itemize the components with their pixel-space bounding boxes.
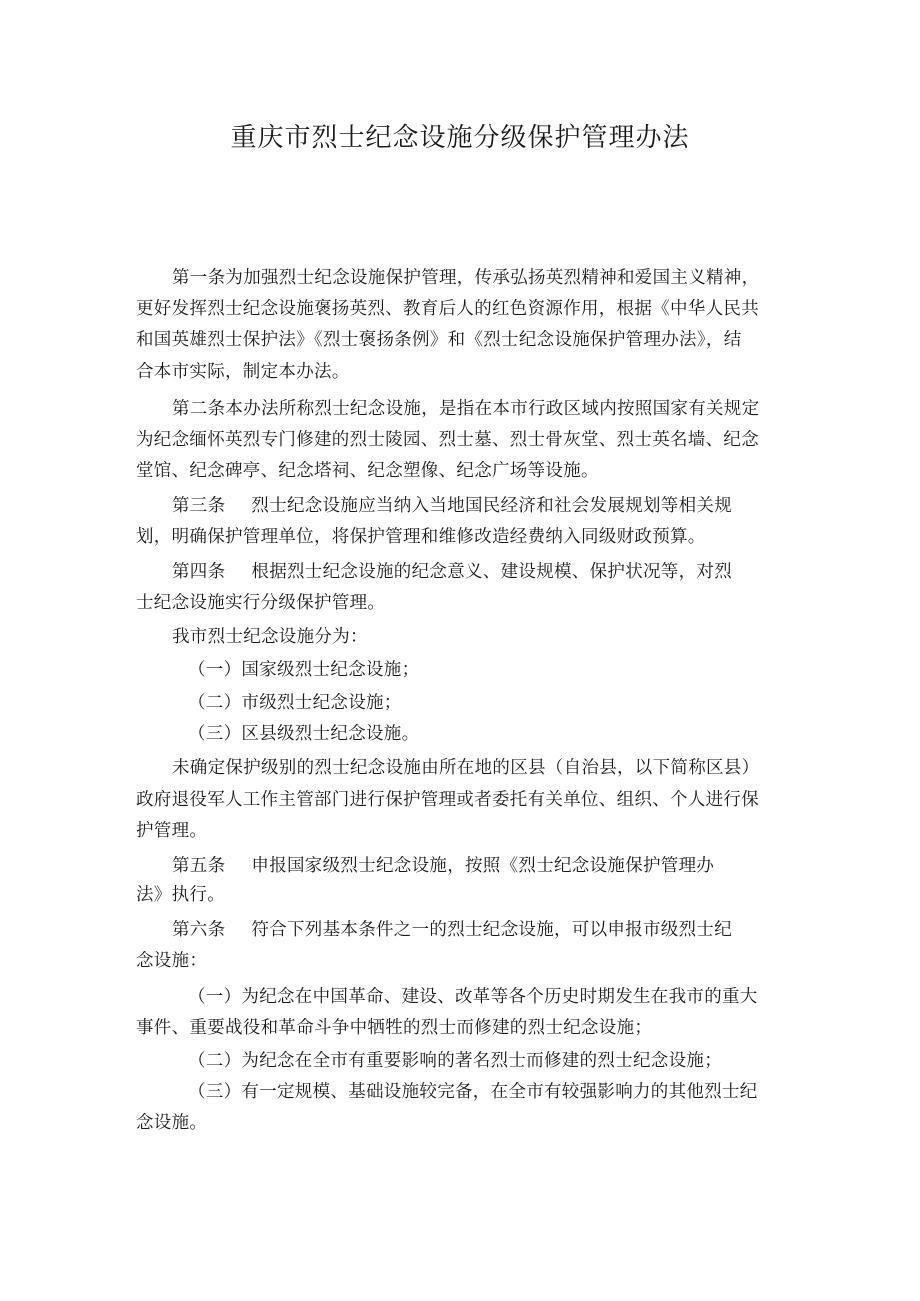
article6-text1: 符合下列基本条件之一的烈士纪念设施，可以申报市级烈士纪 — [251, 920, 733, 940]
article6-condition1-line2: 事件、重要战役和革命斗争中牺牲的烈士而修建的烈士纪念设施； — [136, 1018, 653, 1038]
article2-line2: 为纪念缅怀英烈专门修建的烈士陵园、烈士墓、烈士骨灰堂、烈士英名墙、纪念 — [136, 430, 759, 450]
document-title: 重庆市烈士纪念设施分级保护管理办法 — [230, 123, 690, 153]
article1-line3: 和国英雄烈士保护法》《烈士褒扬条例》和《烈士纪念设施保护管理办法》，结 — [136, 330, 742, 350]
article5-text1: 申报国家级烈士纪念设施，按照《烈士纪念设施保护管理办 — [251, 856, 715, 876]
article6-condition3-line1: （三）有一定规模、基础设施较完备，在全市有较强影响力的其他烈士纪 — [188, 1082, 758, 1102]
article6-line2: 念设施： — [136, 951, 208, 971]
article4-line1 — [172, 557, 822, 587]
article4-item2: （二）市级烈士纪念设施； — [188, 693, 402, 713]
article6-line1 — [172, 915, 822, 945]
article4-note-line2: 政府退役军人工作主管部门进行保护管理或者委托有关单位、组织、个人进行保 — [136, 790, 759, 810]
article1-line4: 合本市实际，制定本办法。 — [136, 362, 350, 382]
article4-note-line1: 未确定保护级别的烈士纪念设施由所在地的区县（自治县，以下简称区县） — [172, 758, 760, 778]
article5-line2: 法》执行。 — [136, 885, 225, 905]
article3-line1 — [172, 491, 822, 521]
article5-label: 第五条 — [172, 856, 226, 876]
article4-item3: （三）区县级烈士纪念设施。 — [188, 724, 420, 744]
article2-line3: 堂馆、纪念碑亭、纪念塔祠、纪念塑像、纪念广场等设施。 — [136, 461, 599, 481]
article4-item1: （一）国家级烈士纪念设施； — [188, 660, 420, 680]
article4-label: 第四条 — [172, 562, 226, 582]
article6-condition2: （二）为纪念在全市有重要影响的著名烈士而修建的烈士纪念设施； — [188, 1051, 722, 1071]
article1-line1: 第一条为加强烈士纪念设施保护管理，传承弘扬英烈精神和爱国主义精神， — [172, 268, 760, 288]
article3-text1: 烈士纪念设施应当纳入当地国民经济和社会发展规划等相关规 — [251, 496, 733, 516]
article1-line2: 更好发挥烈士纪念设施褒扬英烈、教育后人的红色资源作用，根据《中华人民共 — [136, 299, 759, 319]
article3-label: 第三条 — [172, 496, 226, 516]
article6-condition1-line1: （一）为纪念在中国革命、建设、改革等各个历史时期发生在我市的重大 — [188, 987, 758, 1007]
article4-text1: 根据烈士纪念设施的纪念意义、建设规模、保护状况等，对烈 — [251, 562, 733, 582]
article6-condition3-line2: 念设施。 — [136, 1113, 208, 1133]
article4-intro: 我市烈士纪念设施分为： — [172, 627, 368, 647]
article6-label: 第六条 — [172, 920, 226, 940]
article3-line2: 划，明确保护管理单位，将保护管理和维修改造经费纳入同级财政预算。 — [136, 527, 706, 547]
article5-line1 — [172, 851, 822, 881]
article4-line2: 士纪念设施实行分级保护管理。 — [136, 593, 386, 613]
article2-line1: 第二条本办法所称烈士纪念设施，是指在本市行政区域内按照国家有关规定 — [172, 399, 760, 419]
article4-note-line3: 护管理。 — [136, 821, 208, 841]
